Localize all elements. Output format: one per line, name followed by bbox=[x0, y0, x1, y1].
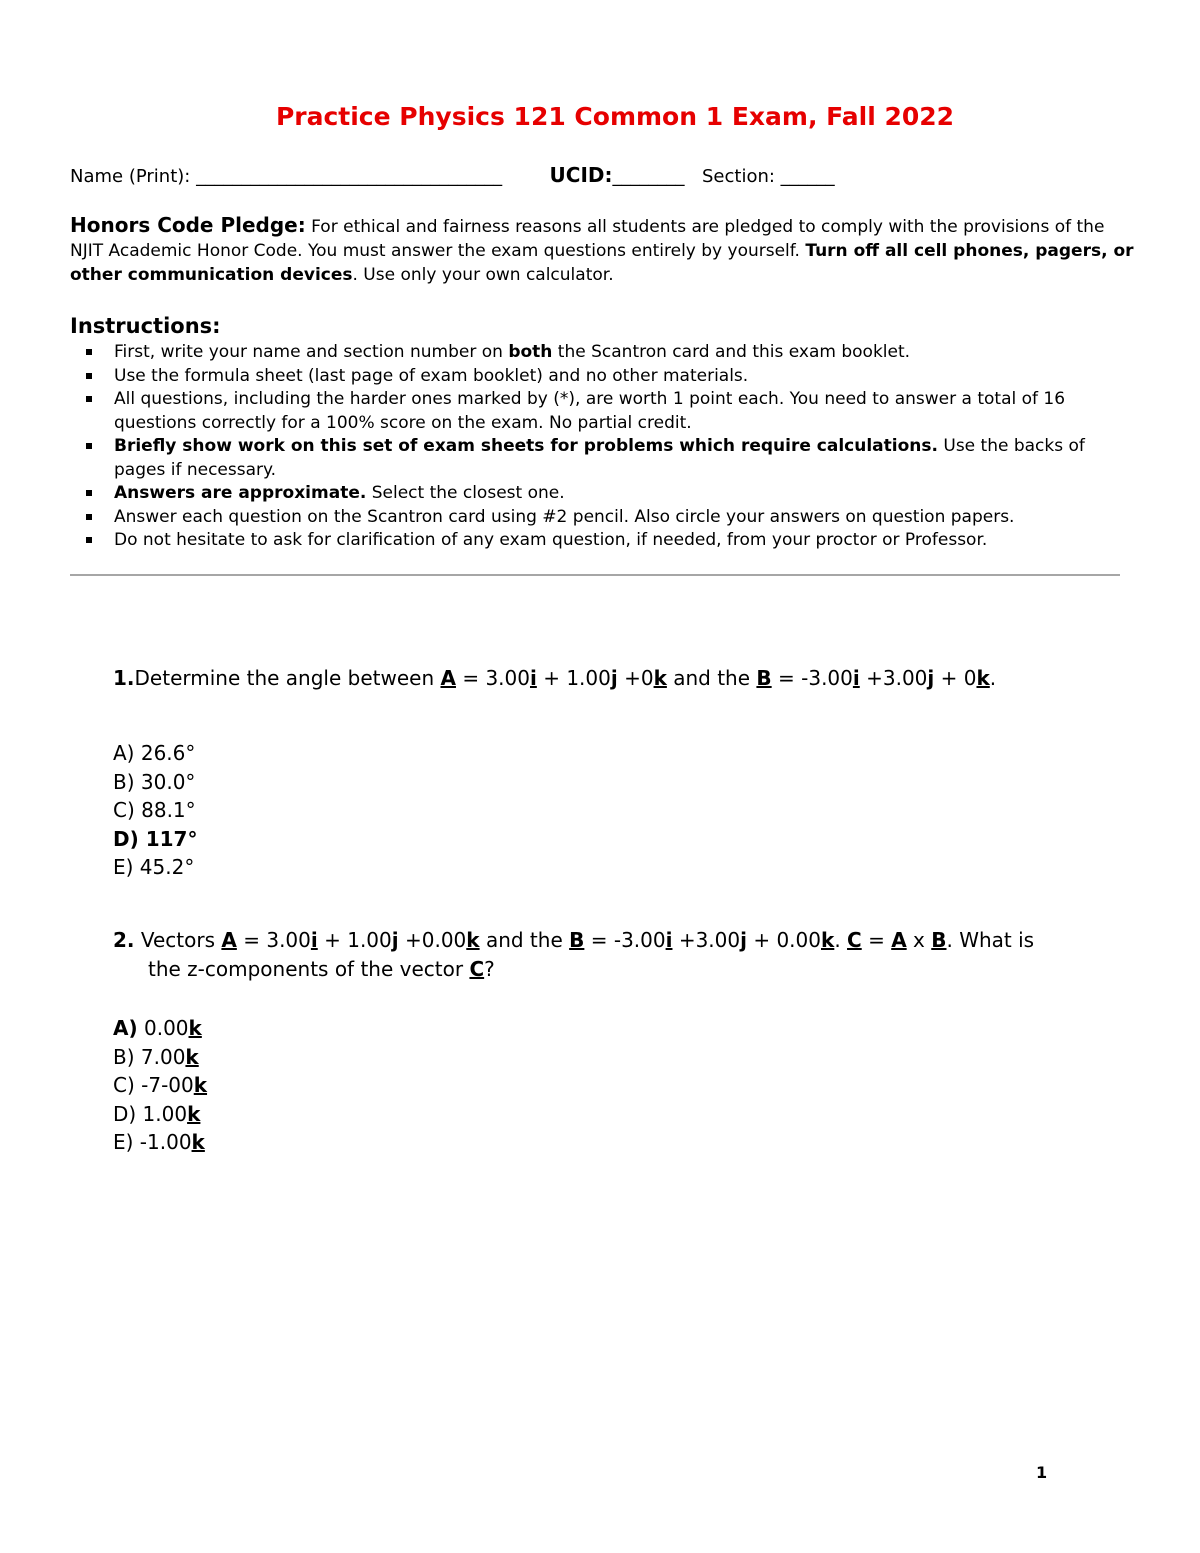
bullet-icon bbox=[86, 490, 92, 496]
question-text: ? bbox=[484, 957, 495, 981]
answer-option-d[interactable] bbox=[113, 1100, 207, 1129]
question-text: + 1.00 bbox=[536, 666, 611, 690]
option-value: D) 1.00 bbox=[113, 1101, 188, 1126]
page-title: Practice Physics 121 Common 1 Exam, Fall 2022 bbox=[275, 102, 955, 131]
vector-b: B bbox=[569, 928, 585, 952]
unit-j: j bbox=[391, 928, 399, 952]
unit-k: k bbox=[821, 928, 835, 952]
option-value: C) -7-00 bbox=[113, 1073, 194, 1097]
answer-option-e[interactable]: E) 45.2° bbox=[113, 855, 195, 879]
vector-c: C bbox=[469, 957, 485, 981]
section-blank: ______ bbox=[780, 166, 835, 187]
answer-option-c[interactable]: C) 88.1° bbox=[113, 798, 196, 822]
unit-k: k bbox=[193, 1073, 208, 1097]
question-text: = bbox=[861, 928, 892, 952]
answer-option-b[interactable]: B) 30.0° bbox=[113, 769, 196, 794]
bullet-icon bbox=[86, 349, 92, 355]
unit-k: k bbox=[191, 1130, 205, 1154]
vector-a: A bbox=[221, 928, 237, 952]
question-text: and the bbox=[479, 928, 570, 952]
instruction-bold: both bbox=[508, 342, 553, 362]
bullet-icon bbox=[86, 373, 92, 379]
section-label: Section: bbox=[701, 166, 775, 187]
name-label: Name (Print): bbox=[70, 166, 191, 187]
instructions-list bbox=[70, 341, 1125, 553]
bullet-icon bbox=[86, 396, 92, 402]
list-item bbox=[70, 506, 1125, 530]
question-1 bbox=[113, 664, 1123, 693]
list-item bbox=[70, 435, 1125, 482]
question-number: 1. bbox=[113, 666, 135, 690]
instruction-text: Do not hesitate to ask for clarification of any exam question, if needed, from your proctor or Professor. bbox=[114, 530, 988, 550]
answer-option-d[interactable]: D) 117° bbox=[113, 826, 198, 851]
option-value: E) -1.00 bbox=[113, 1130, 192, 1154]
student-info-row bbox=[70, 163, 835, 187]
instruction-bold: Answers are approximate. bbox=[114, 483, 367, 503]
unit-k: k bbox=[187, 1101, 201, 1126]
question-text: + 1.00 bbox=[317, 928, 392, 952]
unit-k: k bbox=[188, 1016, 202, 1040]
question-text: . bbox=[989, 666, 997, 690]
answer-option-b[interactable] bbox=[113, 1043, 207, 1072]
option-value: 0.00 bbox=[137, 1016, 189, 1040]
answer-option-e[interactable] bbox=[113, 1128, 207, 1157]
instruction-text: First, write your name and section number on bbox=[114, 342, 509, 362]
unit-j: j bbox=[610, 666, 618, 690]
instruction-text: the Scantron card and this exam booklet. bbox=[552, 342, 911, 362]
answer-option-a[interactable]: A) 26.6° bbox=[113, 741, 196, 765]
option-label: A) bbox=[113, 1016, 138, 1040]
answer-option-c[interactable] bbox=[113, 1071, 207, 1100]
ucid-blank: ________ bbox=[612, 166, 685, 187]
question-text: = 3.00 bbox=[236, 928, 311, 952]
honors-pledge bbox=[70, 213, 1135, 287]
name-blank: __________________________________ bbox=[196, 166, 503, 187]
unit-k: k bbox=[185, 1044, 199, 1069]
answer-option-a[interactable] bbox=[113, 1014, 207, 1043]
unit-i: i bbox=[310, 928, 318, 952]
instruction-text: Select the closest one. bbox=[366, 483, 565, 503]
unit-k: k bbox=[653, 666, 667, 690]
question-1-options bbox=[113, 739, 197, 882]
unit-i: i bbox=[665, 928, 673, 952]
instruction-bold: Briefly show work on this set of exam sheets for problems which require calculations. bbox=[114, 436, 938, 456]
list-item bbox=[70, 365, 1125, 389]
unit-k: k bbox=[976, 666, 990, 690]
instruction-text: Answer each question on the Scantron card using #2 pencil. Also circle your answers on question papers. bbox=[114, 506, 1015, 527]
question-text: = -3.00 bbox=[771, 666, 853, 690]
question-text: +3.00 bbox=[859, 666, 928, 690]
list-item bbox=[70, 482, 1125, 506]
question-text: . What is bbox=[946, 928, 1035, 952]
question-text: + 0.00 bbox=[746, 928, 821, 952]
question-2-options bbox=[113, 1014, 207, 1157]
honors-heading: Honors Code Pledge: bbox=[70, 213, 306, 237]
vector-b: B bbox=[756, 666, 772, 690]
page-number: 1 bbox=[1036, 1463, 1048, 1482]
instruction-text: Use the backs of pages if necessary. bbox=[114, 436, 1085, 480]
question-text: = -3.00 bbox=[584, 928, 666, 952]
question-text: Vectors bbox=[134, 928, 222, 952]
vector-c: C bbox=[847, 928, 862, 952]
unit-j: j bbox=[927, 666, 935, 690]
question-text: . bbox=[834, 928, 848, 952]
question-number: 2. bbox=[113, 928, 135, 952]
unit-i: i bbox=[529, 666, 537, 690]
question-text: Determine the angle between bbox=[134, 666, 441, 690]
question-2 bbox=[113, 926, 1123, 984]
vector-b: B bbox=[931, 928, 947, 952]
cross-symbol: x bbox=[906, 928, 932, 952]
section-divider bbox=[70, 574, 1120, 576]
vector-a: A bbox=[440, 666, 456, 690]
question-text: and the bbox=[666, 666, 757, 690]
vector-a: A bbox=[891, 928, 907, 952]
bullet-icon bbox=[86, 537, 92, 543]
bullet-icon bbox=[86, 443, 92, 449]
unit-i: i bbox=[852, 666, 860, 690]
question-text: the z-components of the vector bbox=[148, 957, 470, 981]
instruction-text: Use the formula sheet (last page of exam booklet) and no other materials. bbox=[114, 365, 749, 386]
option-value: B) 7.00 bbox=[113, 1044, 186, 1069]
honors-bold-text: Turn off all cell phones, pagers, or other communication devices bbox=[70, 241, 1134, 285]
instruction-text: All questions, including the harder ones marked by (*), are worth 1 point each. You need to answer a total of 16 questions correctly for a 100% score on the exam. No partial credit. bbox=[114, 389, 1066, 433]
list-item bbox=[70, 388, 1125, 435]
instructions-heading: Instructions: bbox=[70, 314, 221, 338]
ucid-label: UCID: bbox=[549, 163, 613, 187]
honors-text: For ethical and fairness reasons all students are pledged to comply with the provisions of the NJIT Academic Honor Code. You must answer the exam questions entirely by yourself. bbox=[70, 217, 1105, 261]
list-item bbox=[70, 341, 1125, 365]
question-text: = 3.00 bbox=[455, 666, 530, 690]
list-item bbox=[70, 529, 1125, 553]
unit-k: k bbox=[466, 928, 480, 952]
question-text: +0 bbox=[617, 666, 654, 690]
unit-j: j bbox=[740, 928, 747, 952]
question-text: +3.00 bbox=[672, 928, 741, 952]
question-text: + 0 bbox=[934, 666, 977, 690]
question-text: +0.00 bbox=[398, 928, 467, 952]
honors-text-end: . Use only your own calculator. bbox=[352, 265, 614, 285]
bullet-icon bbox=[86, 514, 92, 520]
